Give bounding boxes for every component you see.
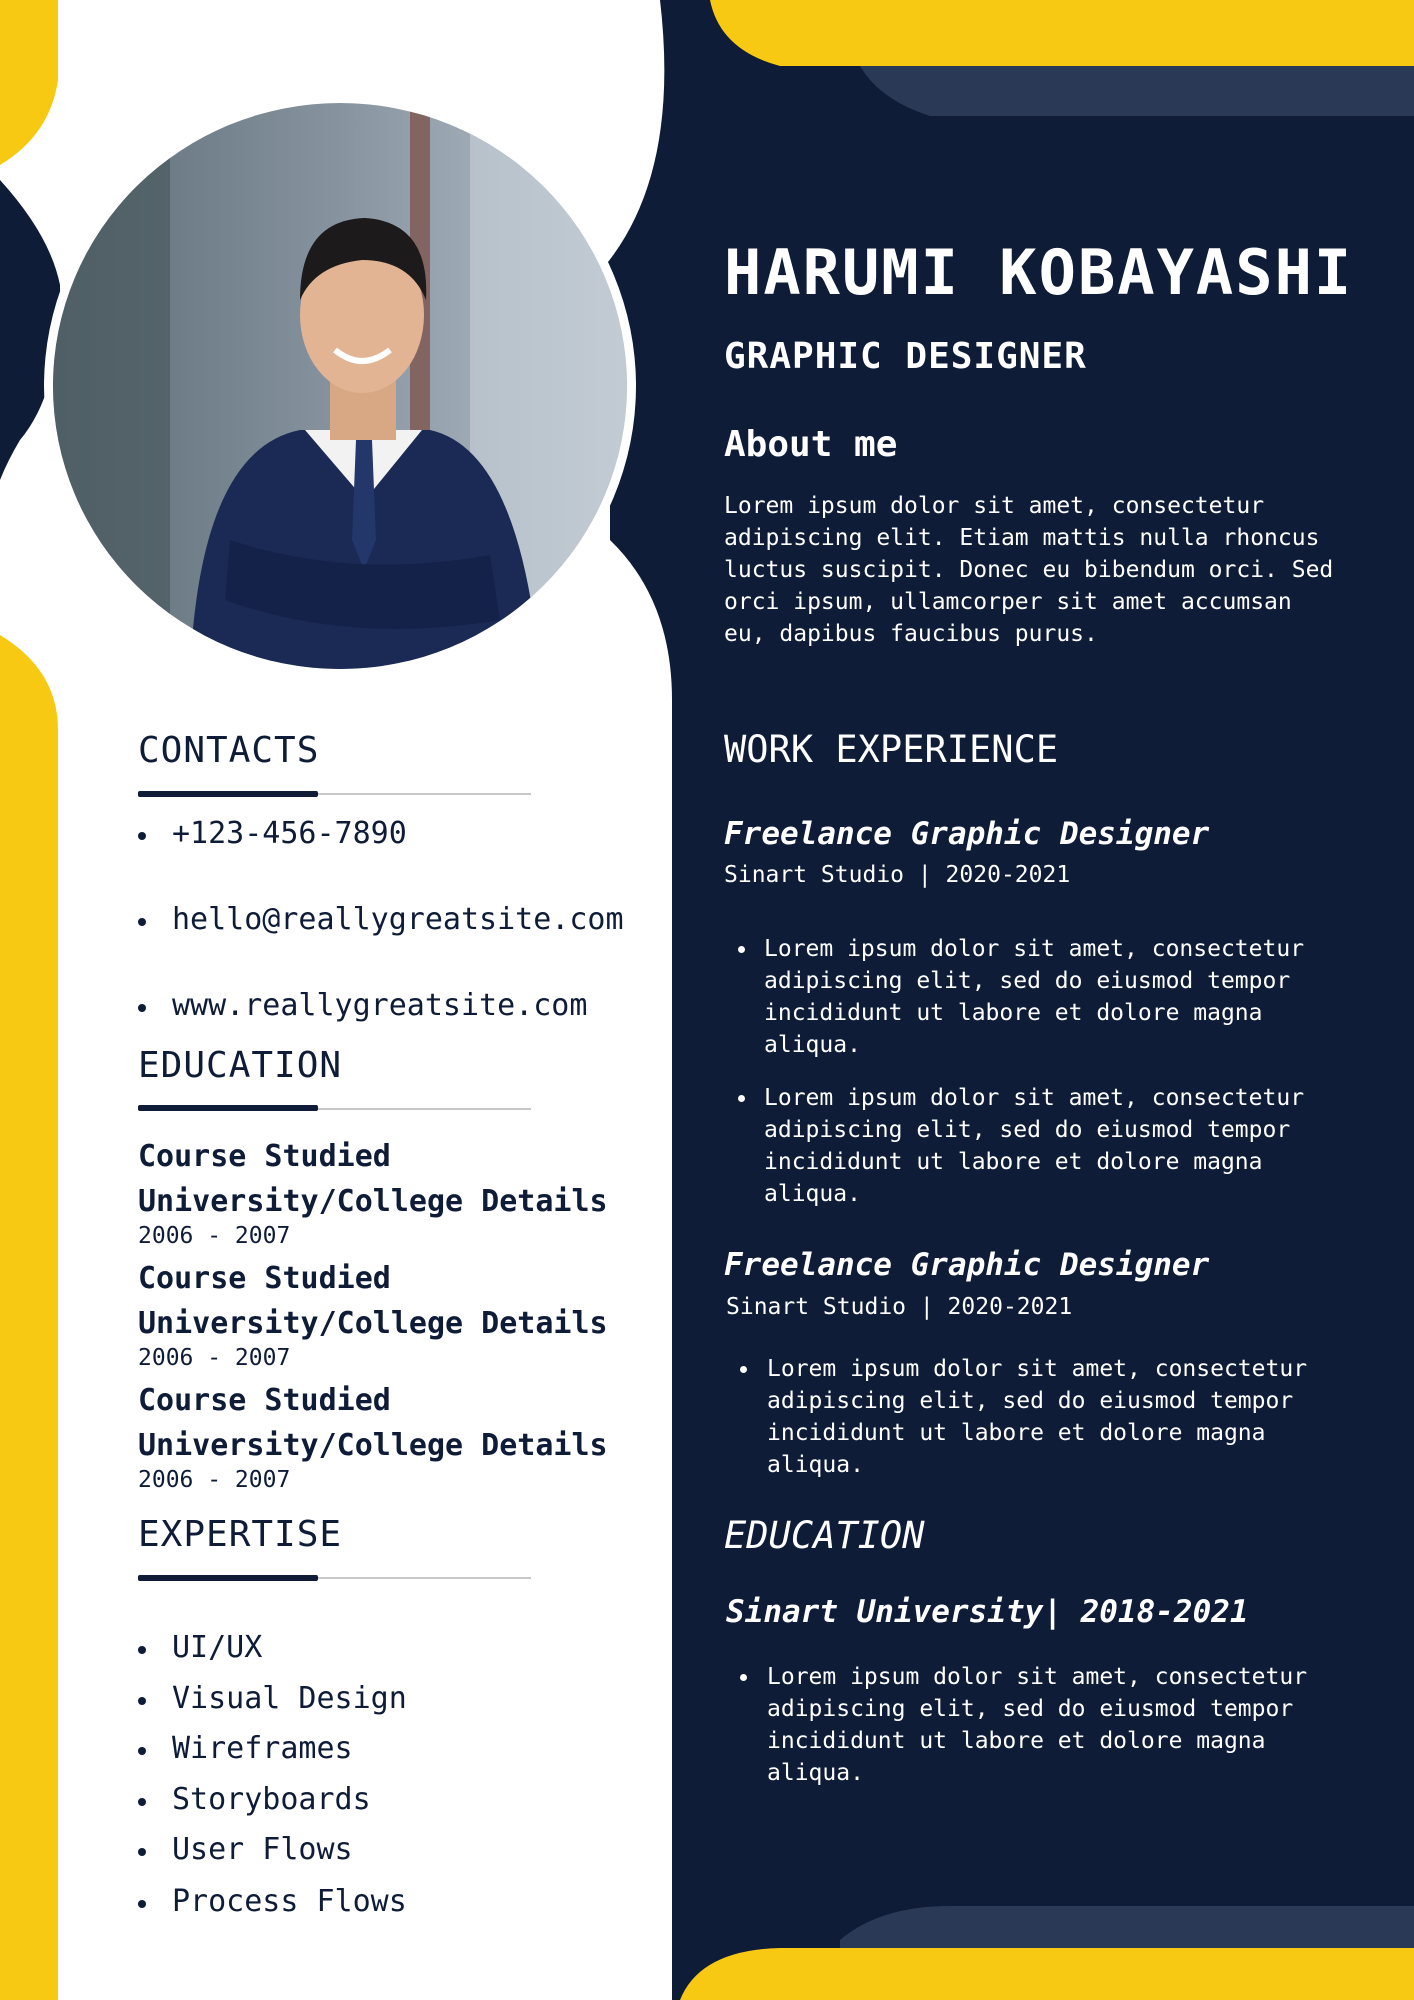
education-bullet-line: Lorem ipsum dolor sit amet, consectetur [767,1664,1308,1690]
education-bullet [740,1674,747,1681]
job-role: Freelance Graphic Designer [724,1247,1210,1283]
about-line: orci ipsum, ullamcorper sit amet accumsan [724,589,1292,615]
job-bullet [738,946,745,953]
contacts-heading: CONTACTS [138,730,320,771]
education-right-heading: EDUCATION [724,1514,925,1557]
education-left-rule-accent [138,1105,318,1111]
about-line: Lorem ipsum dolor sit amet, consectetur [724,493,1265,519]
expertise-rule-accent [138,1575,318,1581]
about-line: luctus suscipit. Donec eu bibendum orci. Sed [724,557,1334,583]
contacts-rule-accent [138,791,318,797]
contact-bullet [138,918,146,926]
skill-item: User Flows [172,1832,353,1867]
edu-years: 2006 - 2007 [138,1467,291,1493]
job-bullet-line: aliqua. [767,1452,864,1478]
edu-course: Course Studied [138,1383,391,1418]
education-bullet-line: incididunt ut labore et dolore magna [767,1728,1266,1754]
job-bullet-line: incididunt ut labore et dolore magna [767,1420,1266,1446]
job-bullet-line: aliqua. [764,1032,861,1058]
edu-school: University/College Details [138,1428,608,1463]
about-line: eu, dapibus faucibus purus. [724,621,1098,647]
skill-item: Visual Design [172,1681,407,1716]
work-heading: WORK EXPERIENCE [724,728,1059,771]
person-name: HARUMI KOBAYASHI [724,236,1354,309]
job-bullet-line: Lorem ipsum dolor sit amet, consectetur [764,1085,1305,1111]
job-bullet-line: Lorem ipsum dolor sit amet, consectetur [767,1356,1308,1382]
job-bullet-line: incididunt ut labore et dolore magna [764,1149,1263,1175]
skill-item: Wireframes [172,1731,353,1766]
person-title: GRAPHIC DESIGNER [724,336,1087,377]
profile-photo-image [50,100,630,672]
edu-years: 2006 - 2007 [138,1345,291,1371]
about-line: adipiscing elit. Etiam mattis nulla rhoncus [724,525,1320,551]
job-bullet-line: adipiscing elit, sed do eiusmod tempor [764,1117,1291,1143]
skill-bullet [138,1798,146,1806]
contact-email[interactable]: hello@reallygreatsite.com [172,902,624,937]
contact-phone[interactable]: +123-456-7890 [172,816,407,851]
skill-bullet [138,1646,146,1654]
skill-item: UI/UX [172,1630,263,1665]
job-bullet-line: incididunt ut labore et dolore magna [764,1000,1263,1026]
edu-years: 2006 - 2007 [138,1223,291,1249]
edu-course: Course Studied [138,1139,391,1174]
job-bullet-line: aliqua. [764,1181,861,1207]
job-bullet-line: adipiscing elit, sed do eiusmod tempor [767,1388,1294,1414]
education-left-heading: EDUCATION [138,1045,343,1086]
skill-item: Storyboards [172,1782,371,1817]
contact-website[interactable]: www.reallygreatsite.com [172,988,588,1023]
job-role: Freelance Graphic Designer [724,816,1210,852]
skill-bullet [138,1697,146,1705]
job-bullet [740,1366,747,1373]
skill-bullet [138,1848,146,1856]
job-meta: Sinart Studio | 2020-2021 [726,1294,1073,1320]
contact-bullet [138,1004,146,1012]
education-right-school: Sinart University| 2018-2021 [726,1594,1249,1630]
job-bullet-line: Lorem ipsum dolor sit amet, consectetur [764,936,1305,962]
skill-bullet [138,1747,146,1755]
education-bullet-line: adipiscing elit, sed do eiusmod tempor [767,1696,1294,1722]
job-bullet-line: adipiscing elit, sed do eiusmod tempor [764,968,1291,994]
edu-school: University/College Details [138,1306,608,1341]
edu-course: Course Studied [138,1261,391,1296]
skill-item: Process Flows [172,1884,407,1919]
contact-bullet [138,832,146,840]
job-meta: Sinart Studio | 2020-2021 [724,862,1071,888]
job-bullet [738,1095,745,1102]
about-heading: About me [724,424,898,465]
expertise-heading: EXPERTISE [138,1514,343,1555]
edu-school: University/College Details [138,1184,608,1219]
education-bullet-line: aliqua. [767,1760,864,1786]
skill-bullet [138,1900,146,1908]
